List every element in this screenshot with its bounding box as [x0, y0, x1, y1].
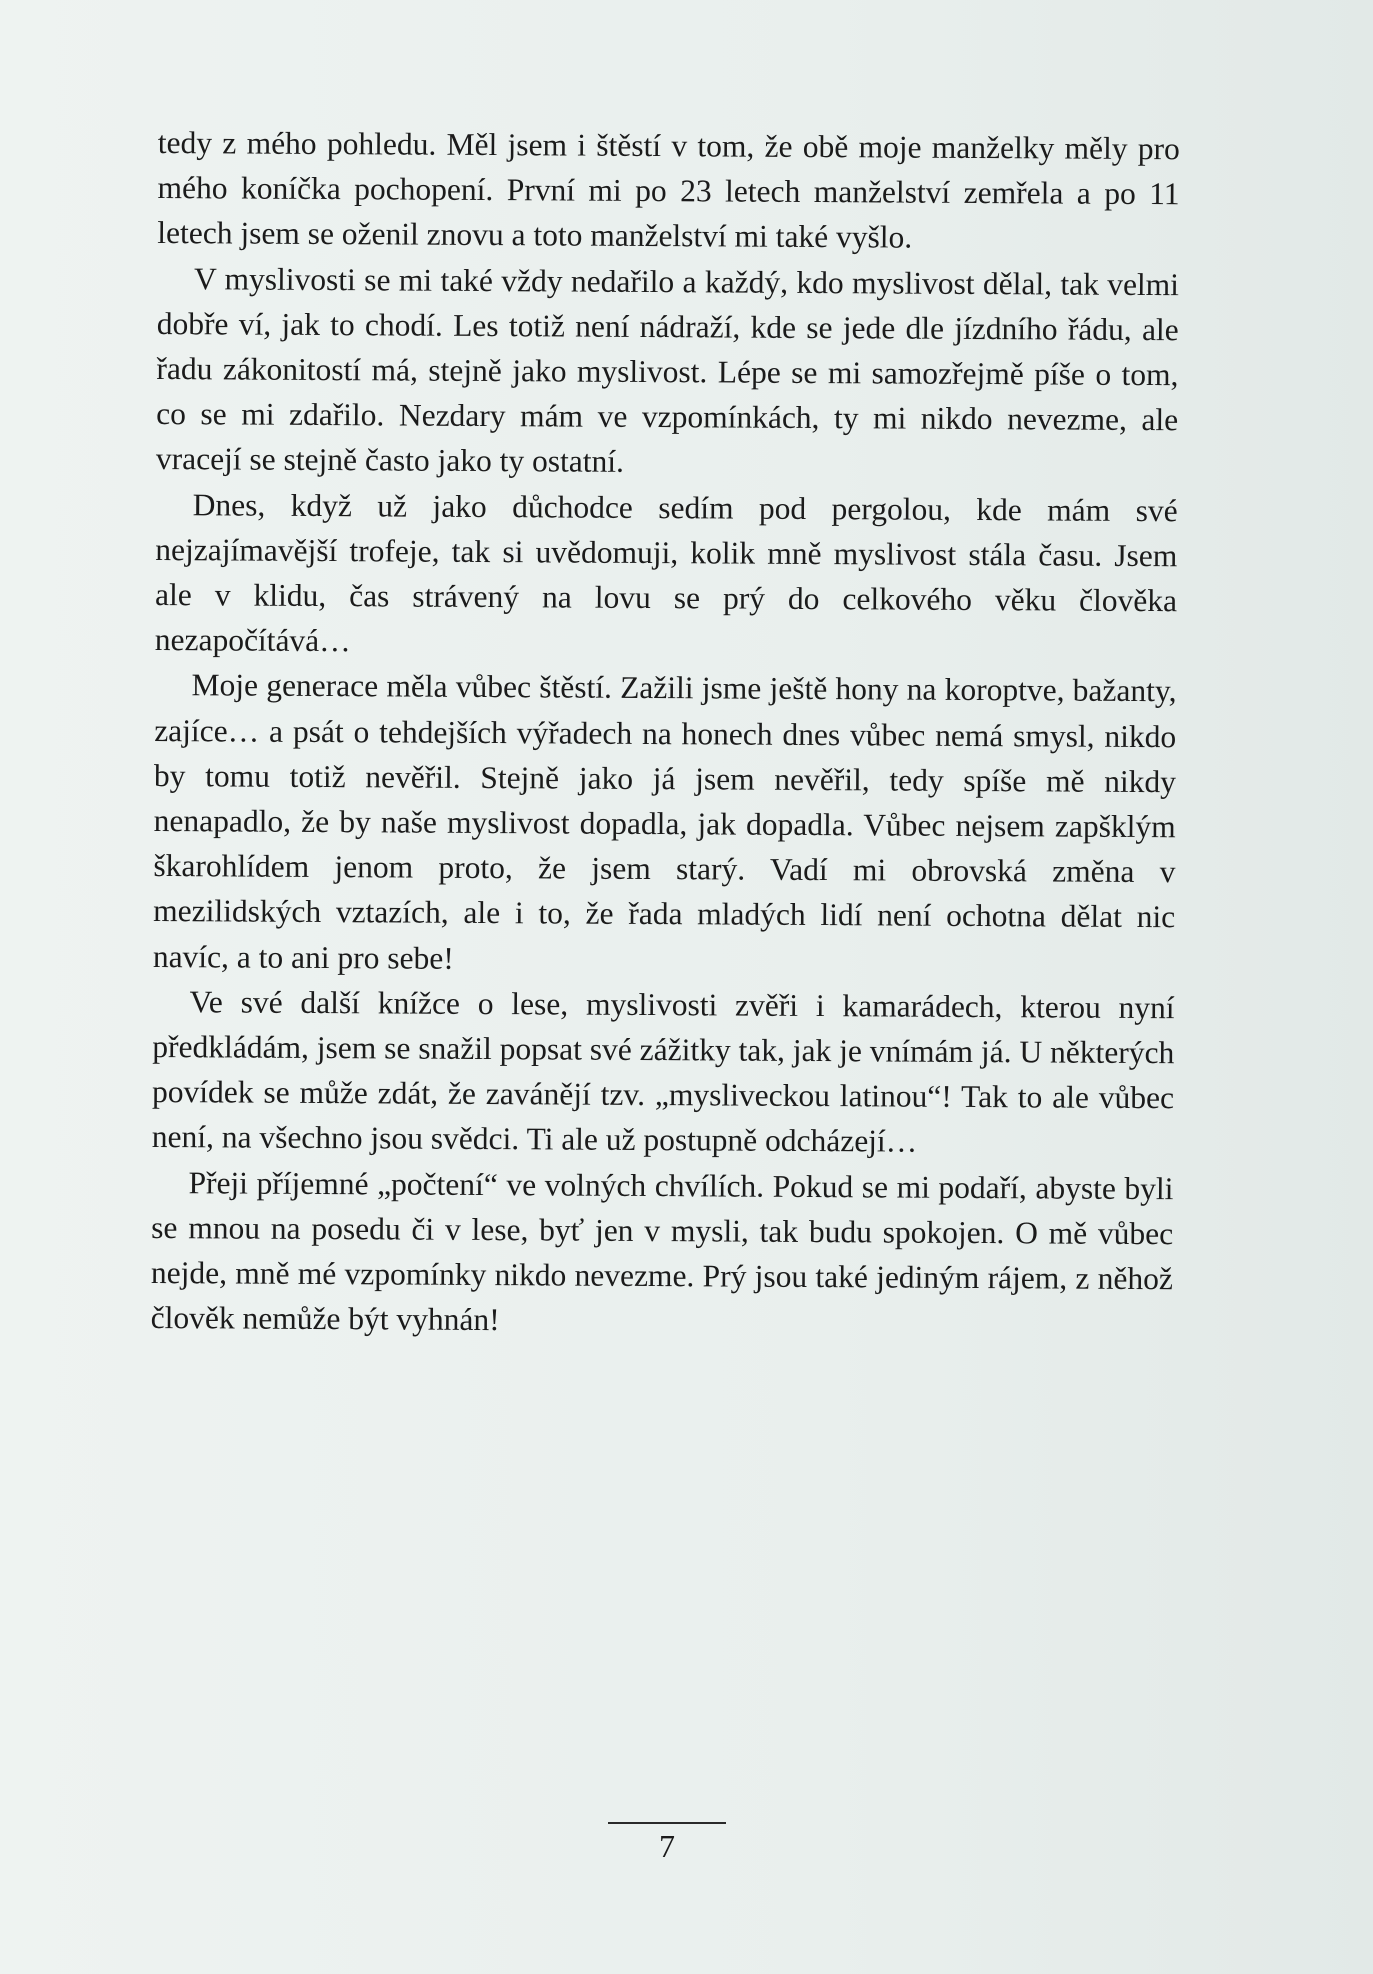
page-number: 7: [659, 1828, 675, 1864]
paragraph-3: Dnes, když už jako důchodce sedím pod pergolou, kde mám své nejzajímavější trofeje, tak si uvědomuji, kolik mně myslivost stála času. Jsem ale v klidu, čas strávený na lovu se prý do celkového věku člověka nezapočítává…: [154, 486, 1178, 659]
page-number-rule: [608, 1822, 726, 1824]
paragraph-2: V myslivosti se mi také vždy nedařilo a každý, kdo myslivost dělal, tak velmi dobře ví, jak to chodí. Les totiž není nádraží, kde se jede dle jízdního řádu, ale řadu zákonitostí má, stejně jako myslivost. Lépe se mi samozřejmě píše o tom, co se mi zdařilo. Nezdary mám ve vzpomínkách, ty mi nikdo nevezme, ale vracejí se stejně často jako ty ostatní.: [155, 260, 1180, 480]
paragraph-6: Přeji příjemné „počtení“ ve volných chvílích. Pokud se mi podaří, abyste byli se mnou na posedu či v lese, byť jen v mysli, tak budu spokojen. O mě vůbec nejde, mně mé vzpomínky nikdo nevezme. Prý jsou také jediným rájem, z něhož člověk nemůže být vyhnán!: [150, 1164, 1174, 1338]
paragraph-5: Ve své další knížce o lese, myslivosti zvěři i kamarádech, kterou nyní předkládám, jsem se snažil popsat své zážitky tak, jak je vnímám já. U některých povídek se může zdát, že zavánějí tzv. „mysliveckou latinou“! Tak to ale vůbec není, na všechno jsou svědci. Ti ale už postupně odcházejí…: [151, 984, 1175, 1160]
body-text: [151, 120, 1180, 1347]
paragraph-1: tedy z mého pohledu. Měl jsem i štěstí v tom, že obě moje manželky měly pro mého koníčka pochopení. První mi po 23 letech manželství zemřela a po 11 letech jsem se oženil znovu a toto manželství mi také vyšlo.: [157, 124, 1180, 256]
paragraph-4: Moje generace měla vůbec štěstí. Zažili jsme ještě hony na koroptve, bažanty, zajíce… a psát o tehdejších výřadech na honech dnes vůbec nemá smysl, nikdo by tomu totiž nevěřil. Stejně jako já jsem nevěřil, tedy spíše mě nikdy nenapadlo, že by naše myslivost dopadla, jak dopadla. Vůbec nejsem zapšklým škarohlídem jenom proto, že jsem starý. Vadí mi obrovská změna v mezilidských vztazích, ale i to, že řada mladých lidí není ochotna dělat nic navíc, a to ani pro sebe!: [152, 667, 1177, 976]
